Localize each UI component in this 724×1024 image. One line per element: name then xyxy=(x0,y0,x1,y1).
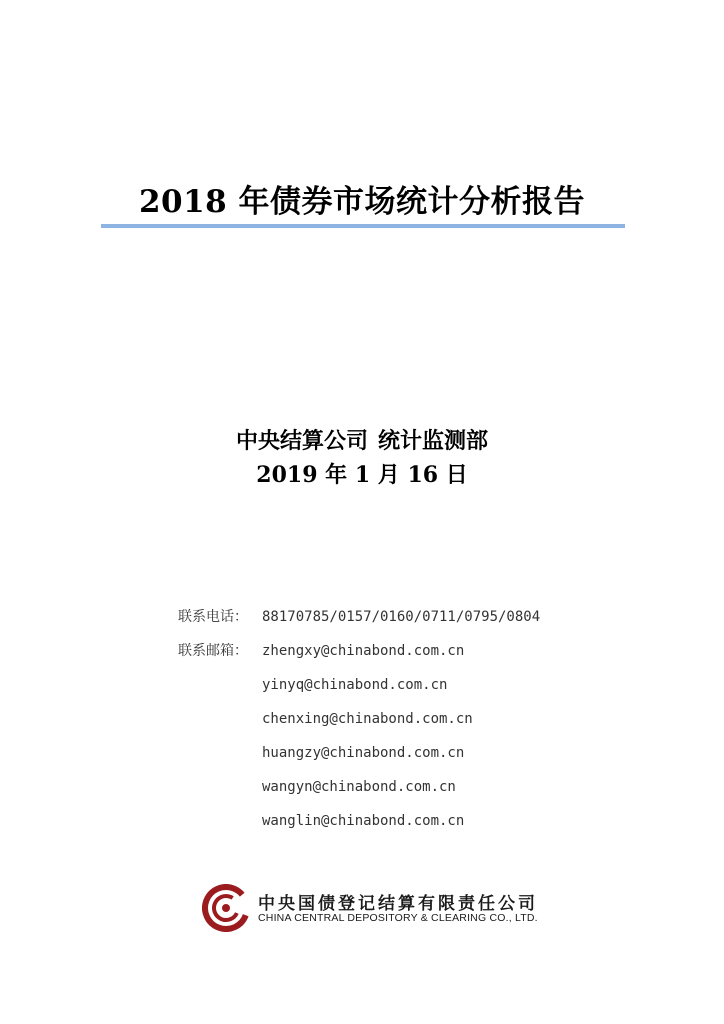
company-english-name: CHINA CENTRAL DEPOSITORY & CLEARING CO., LTD. xyxy=(258,912,538,924)
email-address[interactable]: huangzy@chinabond.com.cn xyxy=(262,745,465,761)
email-row xyxy=(178,702,540,736)
report-date: 2019 年 1 月 16 日 xyxy=(256,462,468,488)
chinabond-logo-icon xyxy=(202,884,250,932)
email-address[interactable]: yinyq@chinabond.com.cn xyxy=(262,677,448,693)
contact-block xyxy=(178,600,540,838)
department-name: 统计监测部 xyxy=(378,428,489,454)
email-row xyxy=(178,668,540,702)
email-row xyxy=(178,736,540,770)
phone-label: 联系电话： xyxy=(178,609,248,625)
email-row xyxy=(178,634,540,668)
email-address[interactable]: chenxing@chinabond.com.cn xyxy=(262,711,473,727)
email-address[interactable]: wangyn@chinabond.com.cn xyxy=(262,779,456,795)
title-underline-rule xyxy=(101,224,625,228)
email-row xyxy=(178,770,540,804)
issuer-line xyxy=(0,424,724,455)
phone-value: 88170785/0157/0160/0711/0795/0804 xyxy=(262,609,541,625)
email-label: 联系邮箱： xyxy=(178,643,248,659)
company-chinese-name: 中央国债登记结算有限责任公司 xyxy=(258,894,538,914)
phone-row xyxy=(178,600,540,634)
email-row xyxy=(178,804,540,838)
org-name: 中央结算公司 xyxy=(235,428,368,454)
report-title: 2018 年债券市场统计分析报告 xyxy=(138,184,586,220)
email-address[interactable]: zhengxy@chinabond.com.cn xyxy=(262,643,465,659)
email-address[interactable]: wanglin@chinabond.com.cn xyxy=(262,813,465,829)
